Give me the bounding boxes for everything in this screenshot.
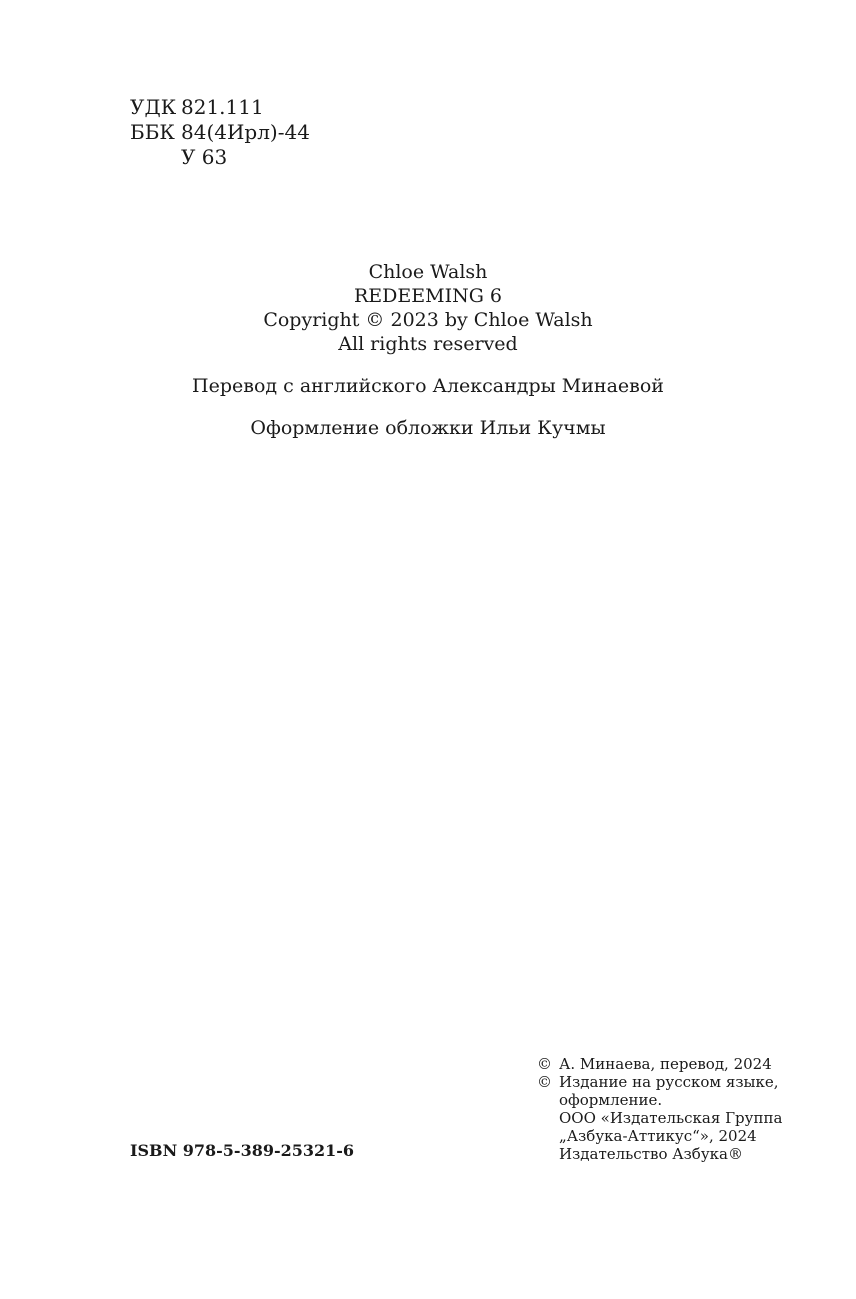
copyright-symbol: © bbox=[537, 1055, 552, 1073]
edition-copyright bbox=[537, 1073, 782, 1091]
bbk-label: ББК bbox=[130, 120, 175, 144]
author-sign-row bbox=[130, 145, 310, 170]
edition-copyright-line: Издательство Азбука® bbox=[559, 1145, 743, 1163]
bbk-row bbox=[130, 120, 310, 145]
copyright-symbol: © bbox=[537, 1073, 552, 1091]
isbn: ISBN 978-5-389-25321-6 bbox=[130, 1141, 355, 1160]
classification-block bbox=[130, 95, 310, 170]
udk-row bbox=[130, 95, 310, 120]
edition-copyright-line: ООО «Издательская Группа bbox=[559, 1109, 783, 1127]
author-sign: У 63 bbox=[181, 145, 228, 169]
author-name: Chloe Walsh bbox=[368, 261, 488, 283]
udk-label: УДК bbox=[130, 95, 177, 119]
rights-line: All rights reserved bbox=[338, 333, 518, 355]
translation-credit: Перевод с английского Александры Минаевой bbox=[192, 375, 664, 397]
copyright-notices bbox=[537, 1055, 782, 1163]
copyright-line: Copyright © 2023 by Chloe Walsh bbox=[263, 309, 593, 331]
edition-copyright-line: Издание на русском языке, bbox=[559, 1073, 779, 1091]
original-title: REDEEMING 6 bbox=[353, 285, 503, 307]
udk-value: 821.111 bbox=[181, 95, 264, 119]
credits-block bbox=[0, 260, 856, 440]
edition-copyright-line: „Азбука-Аттикус“», 2024 bbox=[559, 1127, 757, 1145]
translation-copyright-text: А. Минаева, перевод, 2024 bbox=[559, 1055, 772, 1073]
bbk-value: 84(4Ирл)-44 bbox=[181, 120, 310, 144]
cover-design-credit: Оформление обложки Ильи Кучмы bbox=[250, 417, 606, 439]
translation-copyright bbox=[537, 1055, 782, 1073]
edition-copyright-line: оформление. bbox=[559, 1091, 663, 1109]
